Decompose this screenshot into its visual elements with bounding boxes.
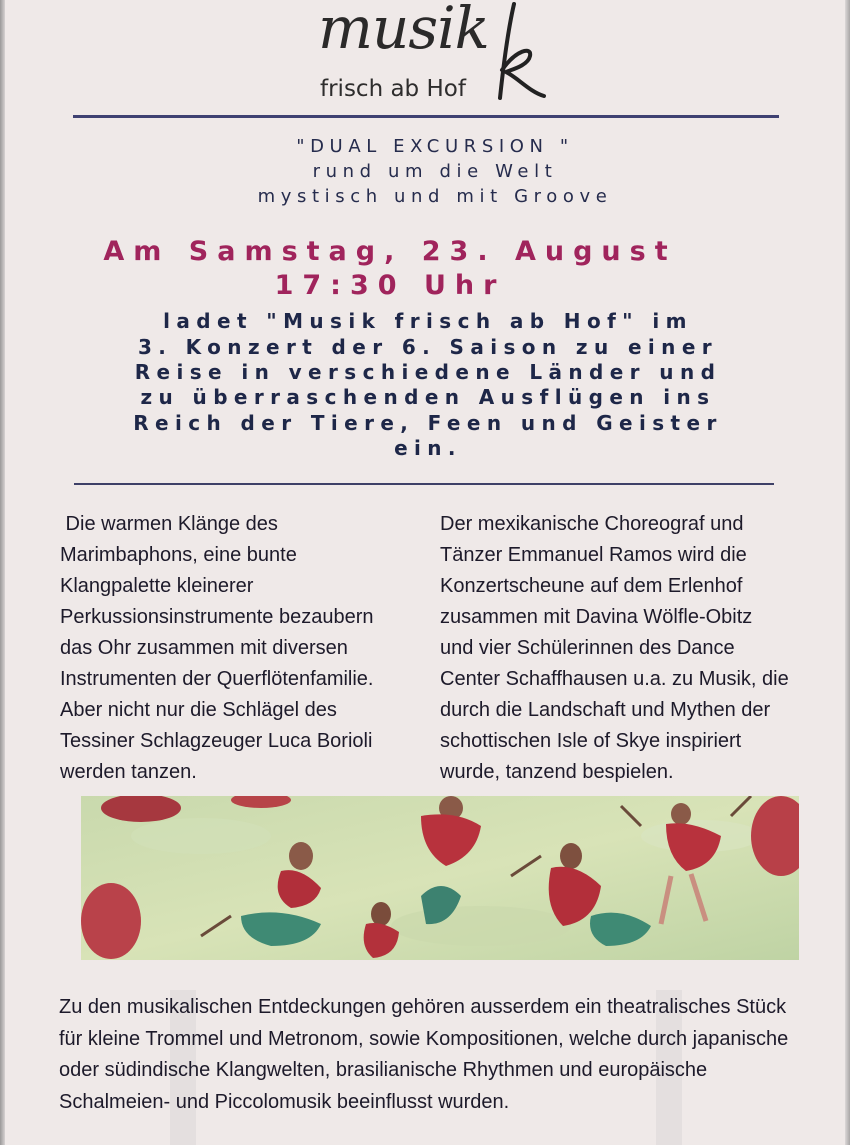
bottom-line: Zu den musikalischen Entdeckungen gehören ausserdem ein theatralisches Stück <box>59 996 787 1018</box>
bottom-paragraph <box>59 992 788 1118</box>
dancers-painting-image <box>81 796 799 960</box>
logo-subtitle: frisch ab Hof <box>320 76 466 102</box>
invitation-line-2: 3. Konzert der 6. Saison zu einer <box>137 335 719 359</box>
right-line: durch die Landschaft und Mythen der <box>440 699 771 721</box>
logo-script-text: musik <box>318 0 489 62</box>
event-date: Am Samstag, 23. August <box>103 236 677 267</box>
left-column-text <box>60 509 374 788</box>
logo-k-flourish <box>486 0 546 100</box>
event-subtitle-2: mystisch und mit Groove <box>257 186 613 207</box>
bottom-line: oder südindische Klangwelten, brasilianische Rhythmen und europäische <box>59 1059 708 1081</box>
bottom-line: Schalmeien- und Piccolomusik beeinflusst wurden. <box>59 1090 510 1113</box>
left-line: Die warmen Klänge des <box>60 513 278 535</box>
left-line: das Ohr zusammen mit diversen <box>60 637 348 659</box>
event-title: "DUAL EXCURSION " <box>296 136 574 157</box>
left-line: Instrumenten der Querflötenfamilie. <box>60 668 374 690</box>
left-line: Tessiner Schlagzeuger Luca Borioli <box>60 730 373 752</box>
left-line: Klangpalette kleinerer <box>60 575 254 597</box>
right-line: schottischen Isle of Skye inspiriert <box>440 730 742 752</box>
musik-logo <box>316 0 556 106</box>
right-line: Center Schaffhausen u.a. zu Musik, die <box>440 668 789 690</box>
left-line: Perkussionsinstrumente bezaubern <box>60 606 374 628</box>
invitation-line-3: Reise in verschiedene Länder und <box>134 360 722 384</box>
invitation-line-4: zu überraschenden Ausflügen ins <box>140 385 716 409</box>
top-divider <box>73 115 779 118</box>
left-line: werden tanzen. <box>60 761 197 783</box>
bottom-line: für kleine Trommel und Metronom, sowie Kompositionen, welche durch japanische <box>59 1027 789 1050</box>
right-line: zusammen mit Davina Wölfle-Obitz <box>440 606 753 628</box>
invitation-line-6: ein. <box>394 436 462 460</box>
left-line: Aber nicht nur die Schlägel des <box>60 699 337 721</box>
right-line: Konzertscheune auf dem Erlenhof <box>440 575 743 597</box>
invitation-line-1: ladet "Musik frisch ab Hof" im <box>163 309 693 333</box>
left-line: Marimbaphons, eine bunte <box>60 544 297 566</box>
right-column-text <box>440 509 789 788</box>
right-line: Der mexikanische Choreograf und <box>440 513 744 535</box>
right-line: wurde, tanzend bespielen. <box>440 761 674 783</box>
event-subtitle-1: rund um die Welt <box>312 161 558 182</box>
middle-divider <box>74 483 774 485</box>
event-time: 17:30 Uhr <box>274 270 506 301</box>
right-line: und vier Schülerinnen des Dance <box>440 637 735 659</box>
invitation-line-5: Reich der Tiere, Feen und Geister <box>133 411 723 435</box>
right-line: Tänzer Emmanuel Ramos wird die <box>440 544 747 566</box>
